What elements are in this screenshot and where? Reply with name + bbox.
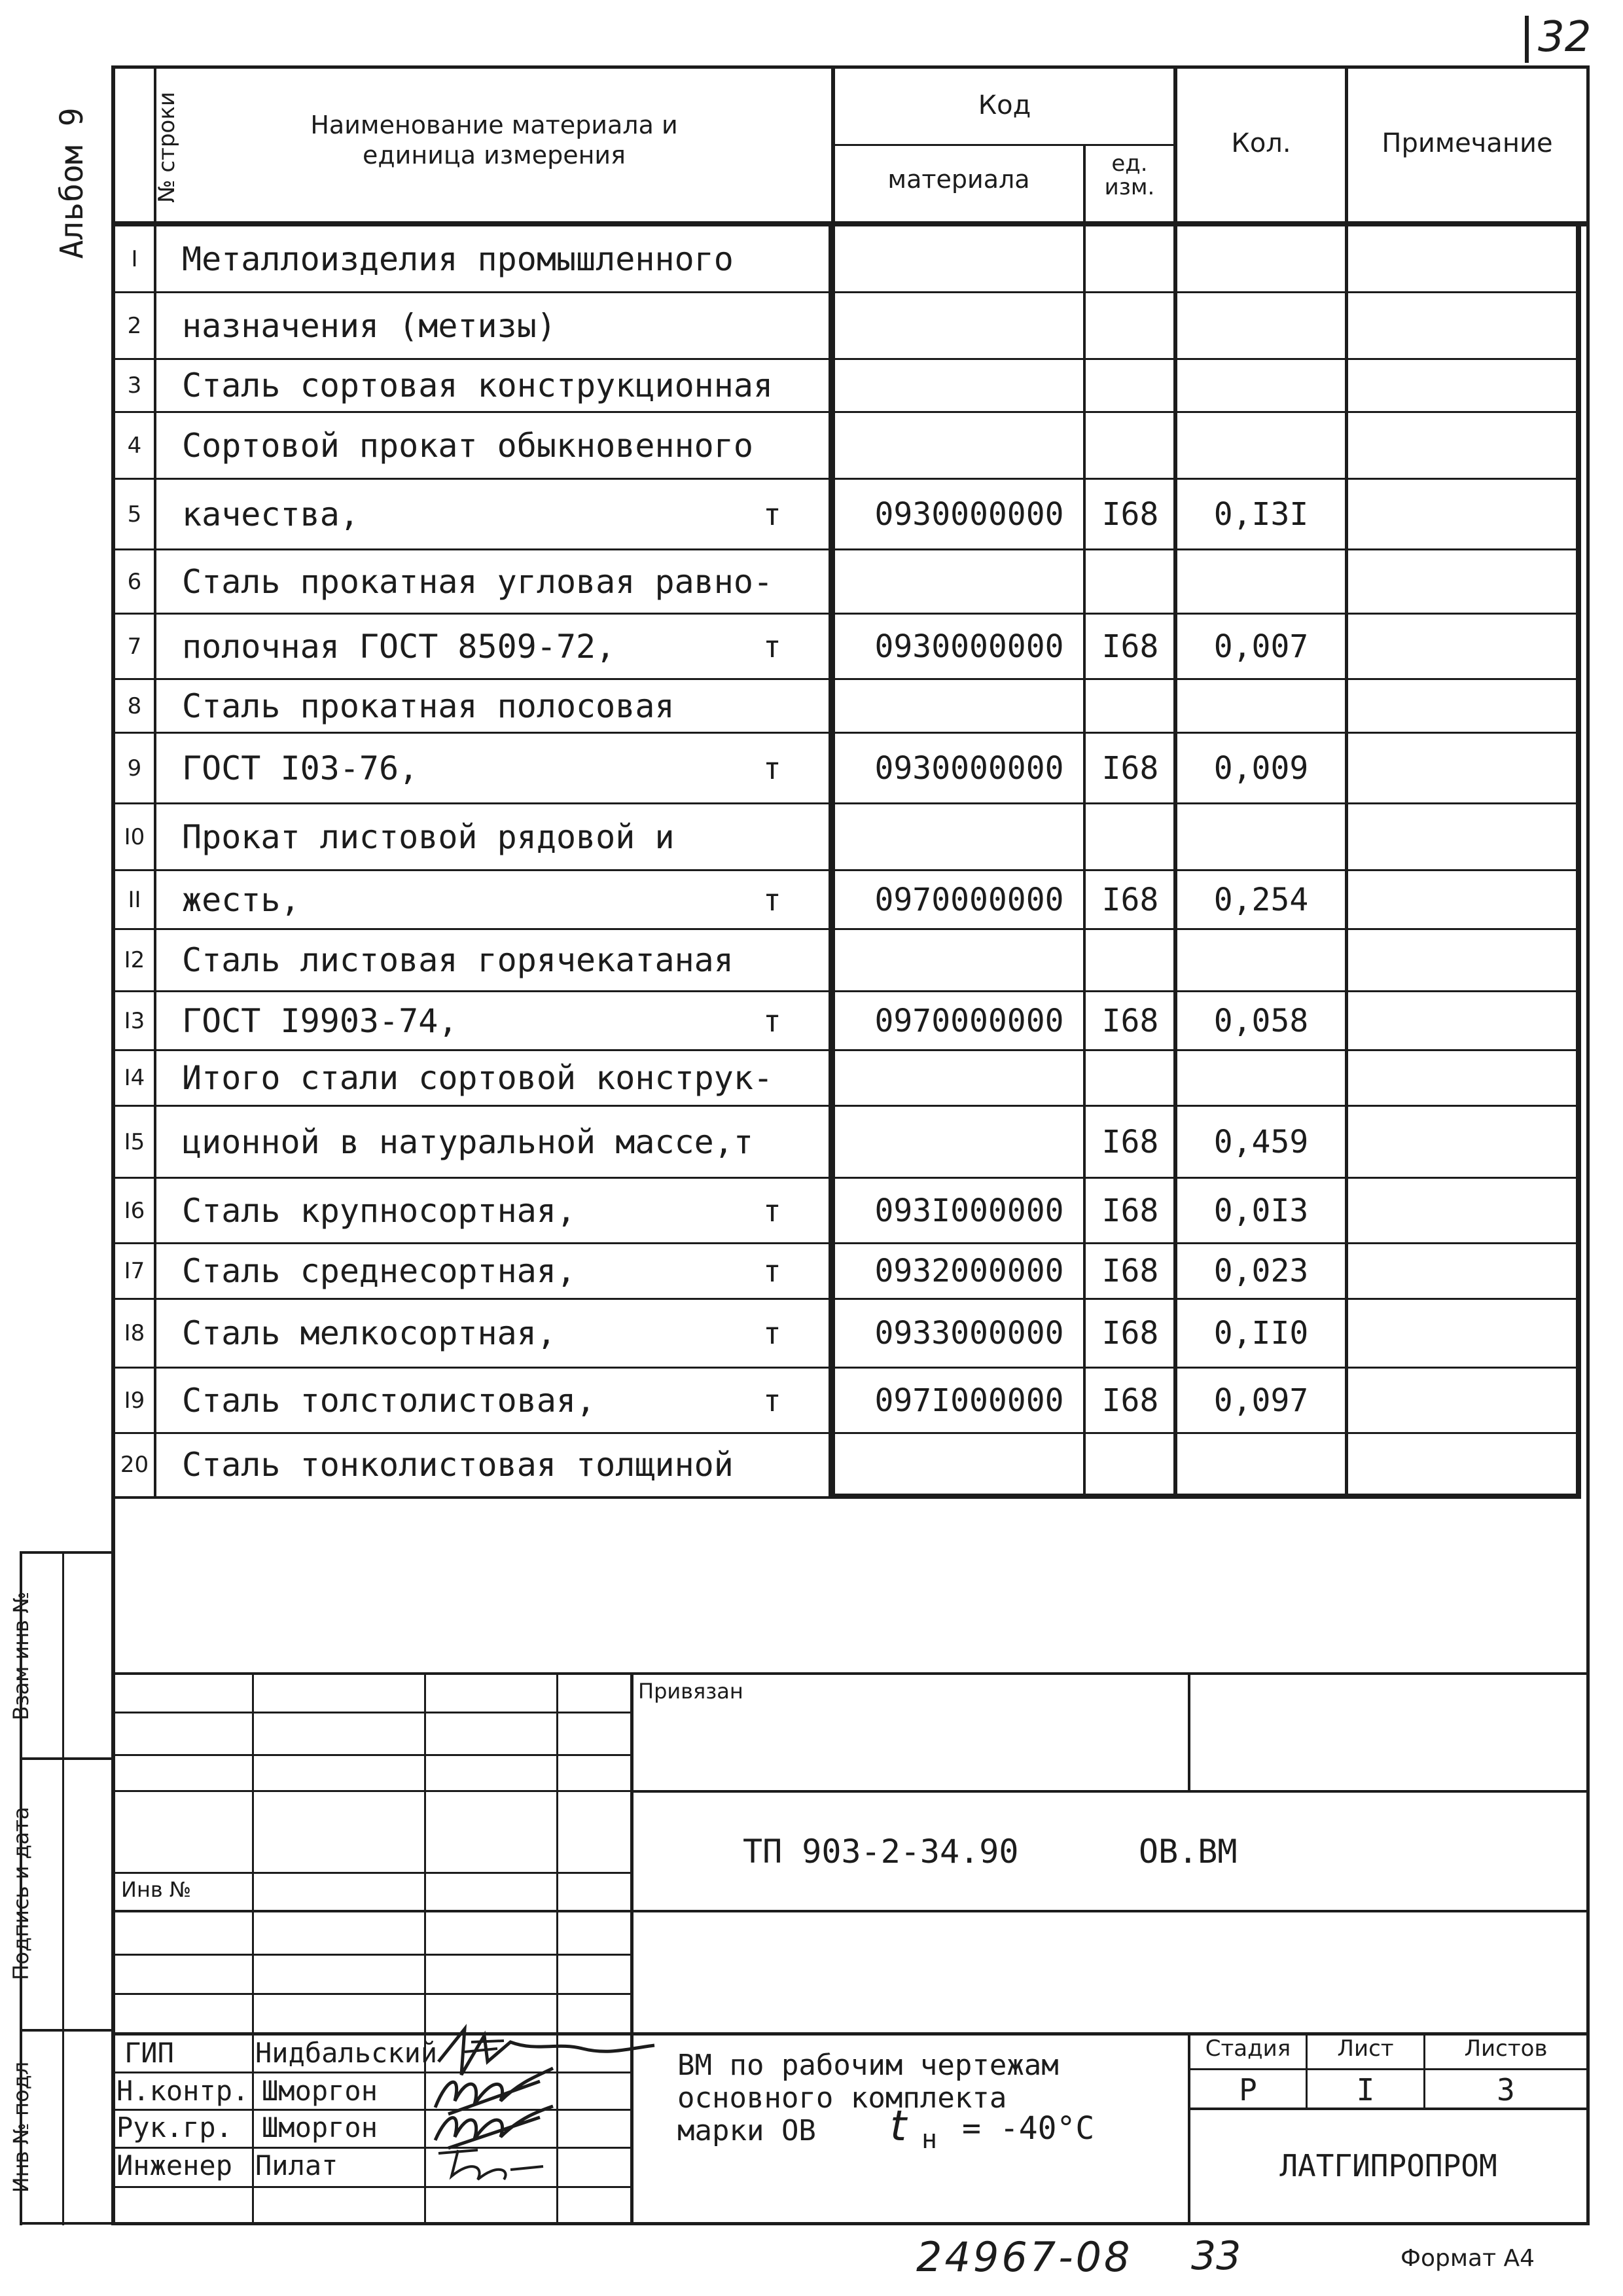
unit-code: I68 xyxy=(1101,1003,1159,1039)
material-unit: т xyxy=(763,1193,781,1229)
row-number: I6 xyxy=(124,1198,145,1224)
material-code xyxy=(848,293,1090,359)
unit-code xyxy=(1086,359,1175,412)
row-number: I8 xyxy=(124,1320,145,1346)
unit-code xyxy=(1086,226,1175,293)
unit-code: I68 xyxy=(1101,1315,1159,1352)
table-row xyxy=(115,1433,1581,1496)
row-number: I3 xyxy=(124,1008,145,1034)
format-label: Формат А4 xyxy=(1400,2245,1535,2272)
stamp-inv-podl: Инв № подл xyxy=(9,2061,33,2193)
table-row xyxy=(115,679,1581,733)
table-row xyxy=(115,614,1581,679)
unit-code: I68 xyxy=(1101,628,1159,665)
row-number: I5 xyxy=(124,1129,145,1155)
document-code: ТП 903-2-34.90 xyxy=(743,1833,1019,1871)
bottom-document-number: 24967-08 xyxy=(916,2233,1133,2281)
material-code xyxy=(848,1433,1090,1496)
stage-label: Стадия xyxy=(1205,2036,1291,2062)
material-code: 0930000000 xyxy=(874,628,1064,665)
header-row-no: № строки xyxy=(154,92,180,203)
table-row xyxy=(115,870,1581,929)
unit-code xyxy=(1086,412,1175,479)
quantity: 0,II0 xyxy=(1213,1315,1309,1352)
row-number: 2 xyxy=(127,313,142,339)
stamp-podpis-data: Подпись и дата xyxy=(9,1806,33,1981)
material-code: 0930000000 xyxy=(874,496,1064,533)
quantity xyxy=(1177,1433,1345,1496)
unit-code xyxy=(1086,293,1175,359)
material-code xyxy=(848,929,1090,992)
unit-code xyxy=(1086,679,1175,733)
row-number: I xyxy=(131,246,138,272)
material-name: ГОСТ I9903-74, xyxy=(182,1002,458,1040)
staff-name-nkontr: Шморгон xyxy=(262,2075,378,2107)
material-code: 097I000000 xyxy=(874,1382,1064,1419)
unit-code: I68 xyxy=(1101,750,1159,787)
material-code: 0970000000 xyxy=(874,882,1064,918)
staff-name-gip: Нидбальский xyxy=(255,2037,438,2069)
unit-code xyxy=(1086,804,1175,870)
material-code xyxy=(848,1106,1090,1178)
material-unit: т xyxy=(763,629,781,664)
material-name: Сталь тонколистовая толщиной xyxy=(182,1446,734,1484)
material-name: назначения (метизы) xyxy=(182,307,556,345)
material-code xyxy=(848,679,1090,733)
unit-code: I68 xyxy=(1101,1124,1159,1160)
unit-code: I68 xyxy=(1101,1193,1159,1229)
row-number: I2 xyxy=(124,947,145,973)
row-number: 9 xyxy=(127,755,142,781)
sheets-value: 3 xyxy=(1497,2072,1515,2108)
quantity xyxy=(1177,359,1345,412)
material-name: Прокат листовой рядовой и xyxy=(182,818,675,856)
bottom-page-number: 33 xyxy=(1191,2233,1241,2279)
quantity: 0,009 xyxy=(1213,750,1309,787)
quantity xyxy=(1177,226,1345,293)
material-unit: т xyxy=(763,1253,781,1289)
quantity: 0,097 xyxy=(1213,1382,1309,1419)
quantity: 0,058 xyxy=(1213,1003,1309,1039)
material-code xyxy=(848,550,1090,614)
unit-code xyxy=(1086,1433,1175,1496)
sheet-number: 32 xyxy=(1538,13,1592,62)
temperature-subscript: н xyxy=(921,2125,938,2155)
material-code: 093I000000 xyxy=(874,1193,1064,1229)
staff-role-gip: ГИП xyxy=(124,2037,174,2069)
quantity: 0,0I3 xyxy=(1213,1193,1309,1229)
material-name: ционной в натуральной массе,т xyxy=(182,1123,753,1161)
table-row xyxy=(115,1368,1581,1433)
material-code xyxy=(848,804,1090,870)
row-number: 7 xyxy=(127,634,142,660)
quantity xyxy=(1177,929,1345,992)
stamp-vzam-inv: Взам инв № xyxy=(9,1591,33,1721)
table-row xyxy=(115,412,1581,479)
document-mark: ОВ.ВМ xyxy=(1139,1833,1238,1871)
table-row xyxy=(115,1106,1581,1178)
material-name: Сортовой прокат обыкновенного xyxy=(182,427,753,465)
material-name: жесть, xyxy=(182,881,300,919)
material-code xyxy=(848,412,1090,479)
inv-no-label: Инв № xyxy=(121,1877,192,1902)
table-row xyxy=(115,293,1581,359)
table-row xyxy=(115,1299,1581,1368)
material-name: Сталь среднесортная, xyxy=(182,1252,577,1290)
signature-engineer xyxy=(432,2140,550,2186)
table-row xyxy=(115,479,1581,550)
description-line2: основного комплекта xyxy=(677,2081,1007,2115)
table-row xyxy=(115,550,1581,614)
material-unit: т xyxy=(763,497,781,532)
temperature-value: = -40°C xyxy=(962,2110,1095,2147)
unit-code: I68 xyxy=(1101,496,1159,533)
material-unit: т xyxy=(763,882,781,918)
material-name: качества, xyxy=(182,495,359,533)
row-number: 5 xyxy=(127,501,142,528)
row-number: 3 xyxy=(127,372,142,399)
description-line1: ВМ по рабочим чертежам xyxy=(677,2049,1059,2082)
temperature-symbol: t xyxy=(890,2102,907,2151)
material-code xyxy=(848,1050,1090,1106)
row-number: II xyxy=(128,887,141,913)
quantity xyxy=(1177,293,1345,359)
stage-value: Р xyxy=(1239,2072,1257,2108)
table-row xyxy=(115,1050,1581,1106)
material-name: Сталь толстолистовая, xyxy=(182,1382,596,1420)
header-code-unit: ед. изм. xyxy=(1104,151,1155,200)
quantity: 0,023 xyxy=(1213,1253,1309,1289)
row-number: I4 xyxy=(124,1065,145,1091)
staff-name-engineer: Пилат xyxy=(255,2149,338,2181)
quantity: 0,007 xyxy=(1213,628,1309,665)
quantity: 0,I3I xyxy=(1213,496,1309,533)
row-number: 6 xyxy=(127,569,142,595)
staff-name-rukgr: Шморгон xyxy=(262,2111,378,2144)
material-unit: т xyxy=(763,751,781,786)
staff-role-nkontr: Н.контр. xyxy=(116,2075,249,2107)
sheet-label: Лист xyxy=(1337,2036,1394,2062)
material-code xyxy=(848,226,1090,293)
row-number: 8 xyxy=(127,693,142,719)
sheets-label: Листов xyxy=(1464,2036,1548,2062)
unit-code: I68 xyxy=(1101,1253,1159,1289)
unit-code: I68 xyxy=(1101,882,1159,918)
table-row xyxy=(115,226,1581,293)
quantity: 0,459 xyxy=(1213,1124,1309,1160)
material-name: Сталь прокатная полосовая xyxy=(182,687,675,725)
material-code: 0970000000 xyxy=(874,1003,1064,1039)
header-qty: Кол. xyxy=(1231,128,1291,158)
material-name: Сталь прокатная угловая равно- xyxy=(182,563,774,601)
quantity xyxy=(1177,804,1345,870)
unit-code xyxy=(1086,929,1175,992)
table-row xyxy=(115,804,1581,870)
row-number: I9 xyxy=(124,1388,145,1414)
table-row xyxy=(115,992,1581,1050)
material-code xyxy=(848,359,1090,412)
material-name: Сталь листовая горячекатаная xyxy=(182,941,734,979)
quantity: 0,254 xyxy=(1213,882,1309,918)
material-name: ГОСТ I03-76, xyxy=(182,749,419,787)
material-unit: т xyxy=(763,1383,781,1418)
material-unit: т xyxy=(763,1003,781,1039)
staff-role-engineer: Инженер xyxy=(116,2149,233,2181)
quantity xyxy=(1177,550,1345,614)
unit-code xyxy=(1086,1050,1175,1106)
row-number: 20 xyxy=(120,1452,149,1478)
header-code: Код xyxy=(978,90,1031,120)
row-number: I7 xyxy=(124,1258,145,1284)
quantity xyxy=(1177,1050,1345,1106)
material-name: Сталь мелкосортная, xyxy=(182,1314,556,1352)
organization-name: ЛАТГИПРОПРОМ xyxy=(1279,2148,1497,2183)
unit-code xyxy=(1086,550,1175,614)
material-name: Сталь крупносортная, xyxy=(182,1192,577,1230)
table-row xyxy=(115,1244,1581,1299)
material-code: 0930000000 xyxy=(874,750,1064,787)
material-name: Итого стали сортовой конструк- xyxy=(182,1059,774,1097)
quantity xyxy=(1177,412,1345,479)
description-line3: марки ОВ xyxy=(677,2114,816,2147)
staff-role-rukgr: Рук.гр. xyxy=(116,2111,233,2144)
table-row xyxy=(115,929,1581,992)
album-label: Альбом 9 xyxy=(54,107,90,259)
row-number: I0 xyxy=(124,824,145,850)
header-name: Наименование материала и единица измерения xyxy=(310,111,678,170)
material-name: полочная ГОСТ 8509-72, xyxy=(182,628,616,666)
material-name: Сталь сортовая конструкционная xyxy=(182,367,774,404)
table-row xyxy=(115,733,1581,804)
material-code: 0933000000 xyxy=(874,1315,1064,1352)
privyazan-label: Привязан xyxy=(638,1679,743,1704)
material-name: Металлоизделия промышленного xyxy=(182,240,734,278)
header-note: Примечание xyxy=(1382,128,1553,158)
table-row xyxy=(115,359,1581,412)
material-code: 0932000000 xyxy=(874,1253,1064,1289)
row-number: 4 xyxy=(127,433,142,459)
material-unit: т xyxy=(763,1316,781,1351)
table-row xyxy=(115,1178,1581,1244)
quantity xyxy=(1177,679,1345,733)
header-code-material: материала xyxy=(887,165,1030,194)
unit-code: I68 xyxy=(1101,1382,1159,1419)
sheet-value: I xyxy=(1356,2072,1375,2108)
